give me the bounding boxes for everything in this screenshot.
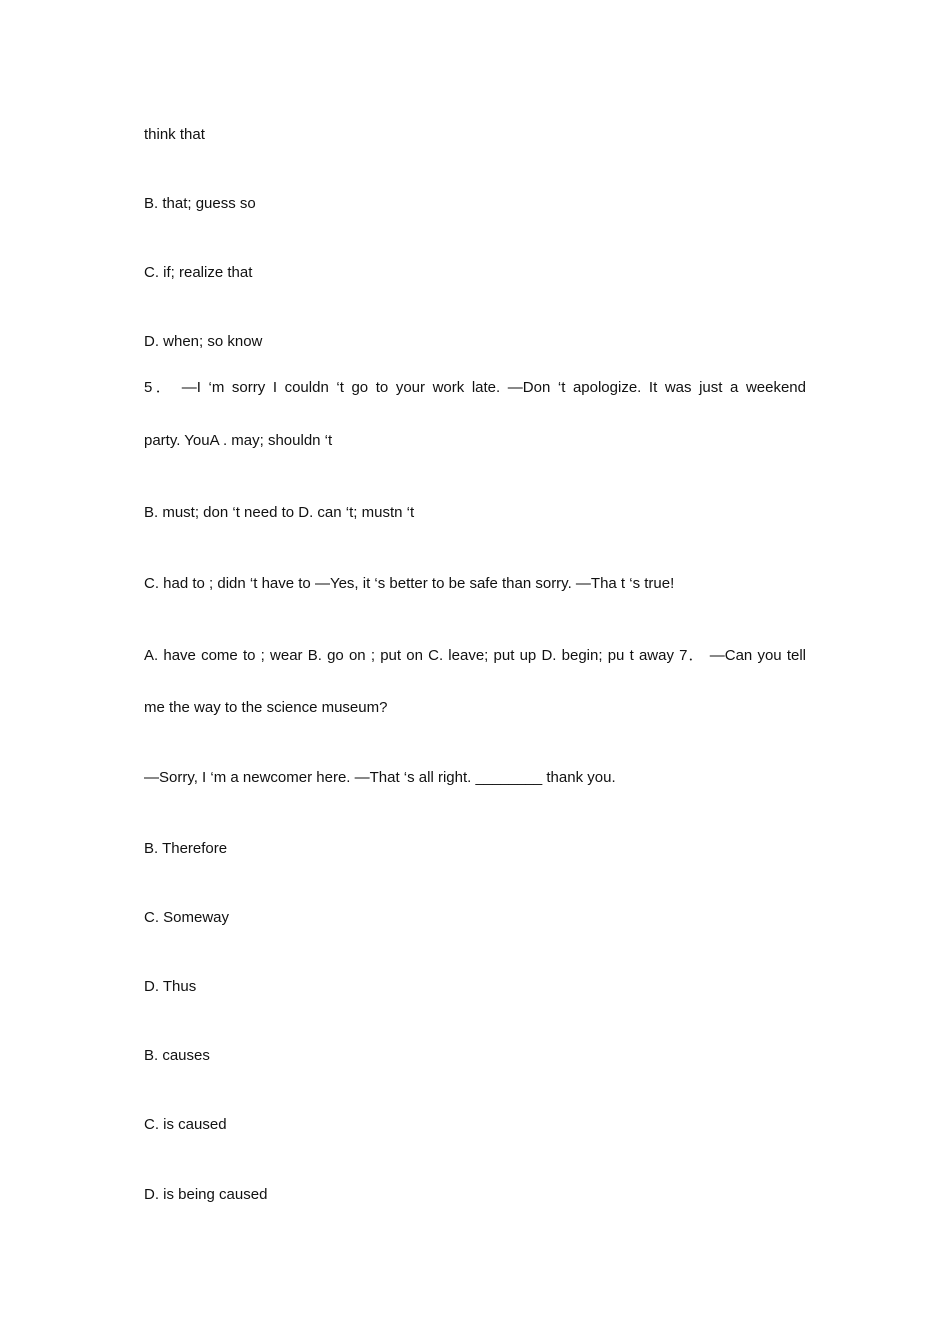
text-line: think that <box>144 126 205 143</box>
option-line: D. when; so know <box>144 333 263 350</box>
option-line: B. Therefore <box>144 840 228 857</box>
option-line: D. is being caused <box>144 1186 268 1203</box>
option-line: C. is caused <box>144 1116 227 1133</box>
option-line: B. that; guess so <box>144 195 256 212</box>
question-7-line: A. have come to ; wear B. go on ; put on C. leave; put up D. begin; pu t away 7． —Can you tell <box>144 647 806 664</box>
option-line: B. causes <box>144 1047 210 1064</box>
option-line: C. if; realize that <box>144 264 253 281</box>
text-line: me the way to the science museum? <box>144 699 388 716</box>
option-line: D. Thus <box>144 978 197 995</box>
question-5-line: 5． —I ‘m sorry I couldn ‘t go to your work late. —Don ‘t apologize. It was just a weekend <box>144 379 806 396</box>
text-line: party. YouA . may; shouldn ‘t <box>144 432 333 449</box>
option-line: C. Someway <box>144 909 230 926</box>
text-line: C. had to ; didn ‘t have to —Yes, it ‘s better to be safe than sorry. —Tha t ‘s true! <box>144 575 675 592</box>
option-line: B. must; don ‘t need to D. can ‘t; mustn ‘t <box>144 504 415 521</box>
dialogue-line: —Sorry, I ‘m a newcomer here. —That ‘s all right. ________ thank you. <box>144 769 616 786</box>
